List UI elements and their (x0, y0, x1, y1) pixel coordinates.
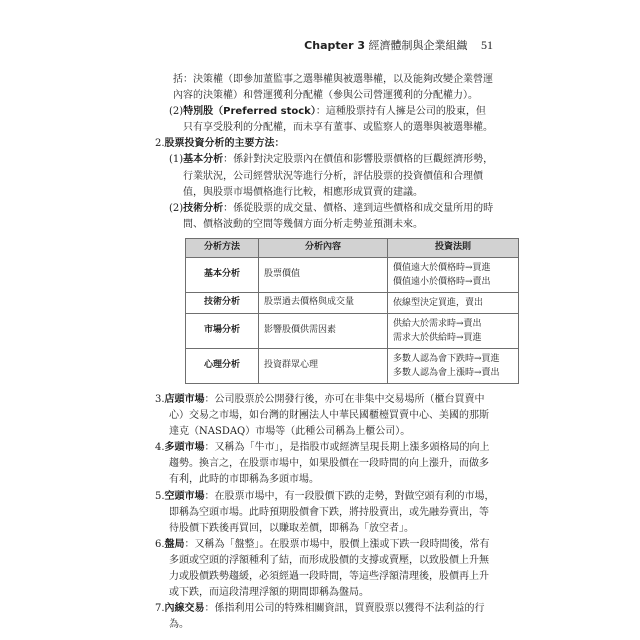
method-cell: 市場分析 (186, 313, 259, 348)
continuation-text: 括：決策權（即參加董監事之選舉權與被選舉權，以及能夠改變企業營運 內容的決策權）和營運獲利分配權（參與公司營運獲利的分配權力）。 (173, 74, 493, 102)
analysis-methods-table (185, 238, 519, 384)
table-header-row (186, 238, 519, 257)
method-cell: 心理分析 (186, 348, 259, 383)
section-2-heading: 2.股票投資分析的主要方法： (155, 138, 285, 150)
chapter-label: Chapter 3 (304, 39, 365, 52)
bear-market-item: 5.空頭市場：在股票市場中，有一段股價下跌的走勢，對做空頭有利的市場，即稱為空頭市場。此時預期股價會下跌，將持股賣出，或先融券賣出，等待股價下跌後再買回，以賺取差價，即稱為「放空者」。 (155, 490, 495, 534)
preferred-stock-item: (2)特別股（Preferred stock）：這種股票持有人擁是公司的股東，但只有享受股利的分配權，而未享有董事、或監察人的選舉與被選舉權。 (169, 106, 493, 134)
page-number: 51 (481, 38, 493, 52)
running-header (304, 37, 493, 53)
technical-analysis-item: (2)技術分析：係從股票的成交量、價格、達到這些價格和成交量所用的時間、價格波動的空間等幾個方面分析走勢並預測未來。 (169, 202, 494, 230)
insider-trading-item: 7.內線交易：係指利用公司的特殊相關資訊，買賣股票以獲得不法利益的行為。 (155, 603, 485, 631)
method-cell: 技術分析 (186, 292, 259, 313)
table-row (186, 292, 519, 313)
table-row (186, 348, 519, 383)
content-cell: 股票價值 (259, 257, 388, 292)
table-header-cell: 分析內容 (259, 238, 388, 257)
rules-cell: 依線型決定買進，賣出 (388, 292, 519, 313)
content-cell: 影響股價供需因素 (259, 313, 388, 348)
rules-cell: 供給大於需求時→賣出 需求大於供給時→買進 (388, 313, 519, 348)
table-row (186, 313, 519, 348)
table-header-cell: 分析方法 (186, 238, 259, 257)
consolidation-item: 6.盤局：又稱為「盤整」。在股票市場中，股價上漲或下跌一段時間後，常有多頭或空頭的浮額種利了結，而形成股價的支撐或賣壓，以致股價上升無力或股價跌勢趨緩，必須經過一段時間，等這些浮額清理後，股價再上升或下跌，而這段清理浮額的期間即稱為盤局。 (155, 538, 490, 599)
table-row (186, 257, 519, 292)
method-cell: 基本分析 (186, 257, 259, 292)
chapter-title: 經濟體制與企業組織 (368, 39, 468, 52)
fundamental-analysis-item: (1)基本分析：係針對決定股票內在價值和影響股票價格的巨觀經濟形勢，行業狀況，公司經營狀況等進行分析，評估股票的投資價值和合理價值，與股票市場價格進行比較，相應形成買賣的建議。 (169, 154, 494, 198)
content-cell: 股票過去價格與成交量 (259, 292, 388, 313)
rules-cell: 價值遠大於價格時→買進 價值遠小於價格時→賣出 (388, 257, 519, 292)
table-header-cell: 投資法則 (388, 238, 519, 257)
preferred-stock-term: 特別股（Preferred stock） (183, 106, 316, 118)
page-body (155, 72, 500, 633)
otc-market-item: 3.店頭市場：公司股票於公開發行後，亦可在非集中交易場所（櫃台買賣中心）交易之市場，如台灣的財團法人中華民國櫃檯買賣中心、美國的那斯達克（NASDAQ）市場等（此種公司稱為上櫃公司）。 (155, 393, 489, 438)
bull-market-item: 4.多頭市場：又稱為「牛市」，是指股市或經濟呈現長期上漲多頭格局的向上趨勢。換言之，在股票市場中，如果股價在一段時間的向上漲升，而做多有利，此時的市即稱為多頭市場。 (155, 442, 490, 486)
rules-cell: 多數人認為會下跌時→買進 多數人認為會上漲時→賣出 (388, 348, 519, 383)
content-cell: 投資群眾心理 (259, 348, 388, 383)
